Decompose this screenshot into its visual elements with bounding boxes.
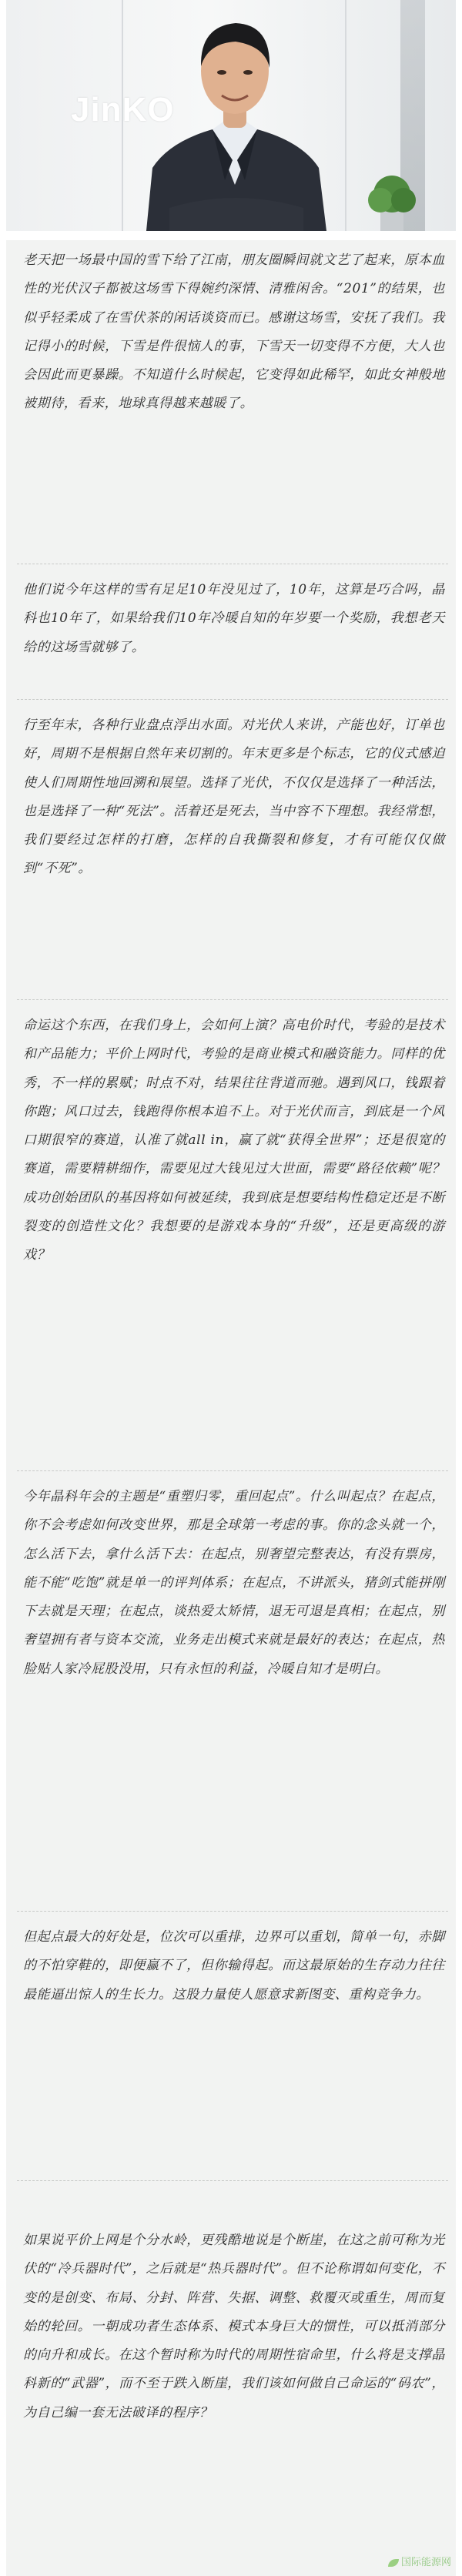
plant-decoration <box>357 163 427 231</box>
hero-photo <box>6 0 456 231</box>
article-paragraph: 但起点最大的好处是，位次可以重排，边界可以重划，简单一句，赤脚的不怕穿鞋的，即便赢不了，但你输得起。而这最原始的生存动力往往最能逼出惊人的生长力。这股力量使人愿意求新图变、重构竞争力。 <box>23 1929 445 2002</box>
article-paragraph: 老天把一场最中国的雪下给了江南，朋友圈瞬间就文艺了起来，原本血性的光伏汉子都被这场雪下得婉约深情、清雅闲舍。“201”的结果，也似乎轻柔成了在雪伏茶的闲话谈资而已。感谢这场雪，安抚了我们。我记得小的时候，下雪是件很恼人的事，下雪天一切变得不方便，大人也会因此而更暴躁。不知道什么时候起，它变得如此稀罕，如此女神般地被期待，看来，地球真得越来越暖了。 <box>23 253 445 412</box>
paragraph-divider <box>17 1911 448 1912</box>
leaf-icon <box>388 2559 399 2567</box>
watermark-text: 国际能源网 <box>400 2556 451 2568</box>
paragraph-divider <box>17 699 448 700</box>
article-paragraph: 如果说平价上网是个分水岭，更残酷地说是个断崖，在这之前可称为光伏的“冷兵器时代”，之后就是“热兵器时代”。但不论称谓如何变化，不变的是创变、布局、分封、阵营、失据、调整、救覆灭或重生，周而复始的轮回。一朝成功者生态体系、模式本身巨大的惯性，可以抵消部分的向升和成长。在这个暂时称为时代的周期性宿命里，什么将是支撑晶科新的“武器”，而不至于跌入断崖，我们该如何做自己命运的“码农”，为自己编一套无法破译的程序？ <box>23 2233 445 2420</box>
paragraph-divider <box>17 2180 448 2181</box>
article-paragraph: 命运这个东西，在我们身上，会如何上演？高电价时代，考验的是技术和产品能力；平价上网时代，考验的是商业模式和融资能力。同样的优秀，不一样的累赋；时点不对，结果往往背道而驰。遇到风口，钱跟着你跑；风口过去，钱跑得你根本追不上。对于光伏而言，到底是一个风口期很窄的赛道，认准了就all in，赢了就“获得全世界”；还是很宽的赛道，需要精耕细作，需要见过大钱见过大世面，需要“路径依赖”呢？成功创始团队的基因将如何被延续，我到底是想要结构性稳定还是不断裂变的创造性文化？我想要的是游戏本身的“升级”，还是更高级的游戏？ <box>23 1018 445 1263</box>
paragraph-divider <box>17 999 448 1000</box>
article-paragraph: 他们说今年这样的雪有足足10年没见过了，10年，这算是巧合吗，晶科也10年了，如果给我们10年冷暖自知的年岁要一个奖励，我想老天给的这场雪就够了。 <box>23 582 445 655</box>
paragraph-divider <box>17 1470 448 1471</box>
article-paragraph: 今年晶科年会的主题是“重塑归零，重回起点”。什么叫起点？在起点，你不会考虑如何改变世界，那是全球第一考虑的事。你的念头就一个，怎么活下去，拿什么活下去：在起点，别奢望完整表达，有没有票房，能不能“吃饱”就是单一的评判体系；在起点，不讲派头，猪剑式能拼刚下去就是天理；在起点，谈热爱太矫情，退无可退是真相；在起点，别奢望拥有者与资本交流，业务走出模式来就是最好的表达；在起点，热脸贴人家冷屁股没用，只有永恒的利益，冷暖自知才是明白。 <box>23 1489 445 1677</box>
article-panel <box>6 240 456 2576</box>
article-paragraph: 行至年末，各种行业盘点浮出水面。对光伏人来讲，产能也好，订单也好，周期不是根据自然年来切割的。年末更多是个标志，它的仪式感迫使人们周期性地回溯和展望。选择了光伏，不仅仅是选择了一种活法，也是选择了一种“死法”。活着还是死去，当中容不下理想。我经常想，我们要经过怎样的打磨，怎样的自我撕裂和修复，才有可能仅仅做到“不死”。 <box>23 718 445 877</box>
site-watermark <box>388 2554 451 2568</box>
executive-portrait <box>139 6 331 231</box>
company-logo: JinKO <box>71 91 175 129</box>
